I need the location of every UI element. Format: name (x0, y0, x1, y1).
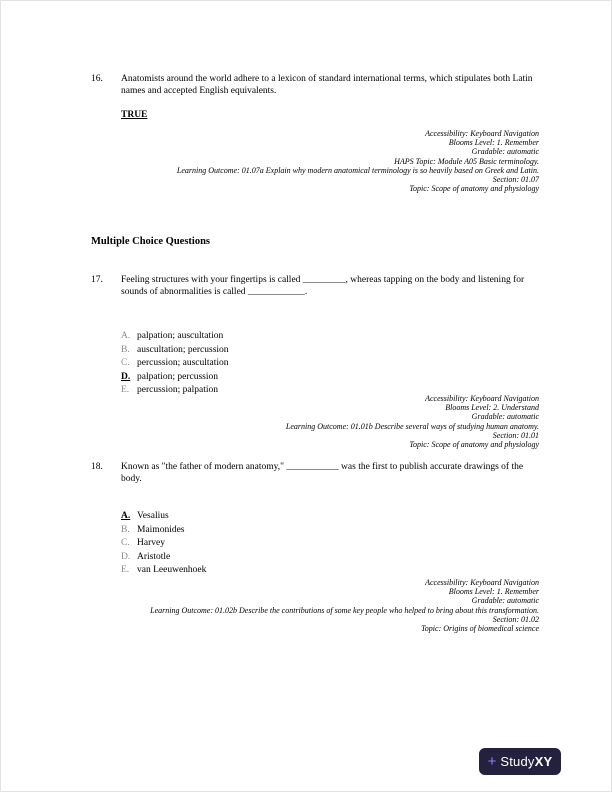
option-letter: E. (121, 385, 130, 395)
question-16-answer: TRUE (121, 110, 148, 120)
option-b (121, 345, 553, 355)
section-heading: Multiple Choice Questions (91, 236, 211, 247)
option-text: Harvey (137, 538, 165, 548)
meta-line: Gradable: automatic (471, 596, 539, 606)
option-text: palpation; percussion (137, 371, 218, 382)
option-b (121, 525, 553, 535)
meta-line: Topic: Scope of anatomy and physiology (409, 440, 539, 450)
plus-icon: + (487, 752, 497, 770)
meta-line: Gradable: automatic (471, 147, 539, 157)
question-17 (91, 274, 553, 399)
question-18-metadata (69, 578, 539, 633)
meta-line: Gradable: automatic (471, 412, 539, 422)
meta-line: Learning Outcome: 01.01b Describe several ways of studying human anatomy. (285, 421, 539, 431)
option-letter: C. (121, 538, 130, 548)
option-text: Maimonides (137, 524, 185, 535)
option-letter: A. (121, 331, 131, 341)
question-16-number: 16. (91, 74, 103, 84)
option-d (121, 552, 553, 562)
meta-line: Learning Outcome: 01.02b Describe the contributions of some key people who helped to bring about this transformation. (150, 605, 539, 615)
option-c (121, 358, 553, 368)
studyxy-logo (479, 748, 561, 775)
option-a (121, 331, 553, 341)
question-18 (91, 461, 553, 579)
option-text: van Leeuwenhoek (137, 565, 207, 575)
option-text: percussion; palpation (137, 385, 218, 395)
meta-line: Blooms Level: 1. Remember (448, 138, 539, 148)
question-18-options (121, 511, 553, 575)
logo-text-xy: XY (534, 754, 553, 769)
option-letter: D. (121, 551, 131, 562)
option-c (121, 538, 553, 548)
question-18-text: Known as "the father of modern anatomy," ___________ was the first to publish accurate drawings of the body. (121, 462, 524, 484)
option-letter: B. (121, 344, 130, 355)
option-letter: D. (121, 371, 131, 382)
question-17-text: Feeling structures with your fingertips is called _________, whereas tapping on the body and listening for sounds of abnormalities is called ____________. (121, 275, 525, 297)
meta-line: Blooms Level: 1. Remember (448, 587, 539, 597)
option-text: Aristotle (137, 551, 171, 562)
option-a-correct (121, 511, 553, 521)
meta-line: Learning Outcome: 01.07a Explain why modern anatomical terminology is so heavily based on Greek and Latin. (176, 165, 539, 175)
meta-line: Section: 01.02 (492, 614, 539, 624)
meta-line: Accessibility: Keyboard Navigation (425, 578, 539, 587)
option-text: percussion; auscultation (137, 358, 229, 368)
logo-text (500, 754, 552, 769)
question-16-metadata (69, 129, 539, 193)
meta-line: Blooms Level: 2. Understand (445, 403, 539, 413)
question-17-options (121, 331, 553, 395)
meta-line: Section: 01.01 (492, 430, 539, 440)
question-16-text: Anatomists around the world adhere to a lexicon of standard international terms, which stipulates both Latin names and accepted English equivalents. (121, 74, 533, 96)
logo-text-study: Study (500, 754, 535, 769)
option-letter: C. (121, 358, 130, 368)
meta-line: Accessibility: Keyboard Navigation (425, 394, 539, 403)
option-letter: A. (121, 511, 131, 521)
option-d-correct (121, 372, 553, 382)
option-letter: E. (121, 565, 130, 575)
option-e (121, 565, 553, 575)
question-16 (91, 73, 553, 120)
question-17-metadata (69, 394, 539, 449)
meta-line: Accessibility: Keyboard Navigation (425, 129, 539, 138)
option-text: auscultation; percussion (137, 344, 229, 355)
option-letter: B. (121, 524, 130, 535)
question-18-number: 18. (91, 462, 103, 472)
meta-line: Section: 01.07 (492, 175, 539, 185)
meta-line: HAPS Topic: Module A05 Basic terminology. (394, 156, 539, 166)
meta-line: Topic: Scope of anatomy and physiology (409, 184, 539, 194)
option-text: Vesalius (137, 511, 169, 521)
meta-line: Topic: Origins of biomedical science (421, 624, 539, 634)
option-text: palpation; auscultation (137, 331, 224, 341)
question-17-number: 17. (91, 275, 103, 285)
